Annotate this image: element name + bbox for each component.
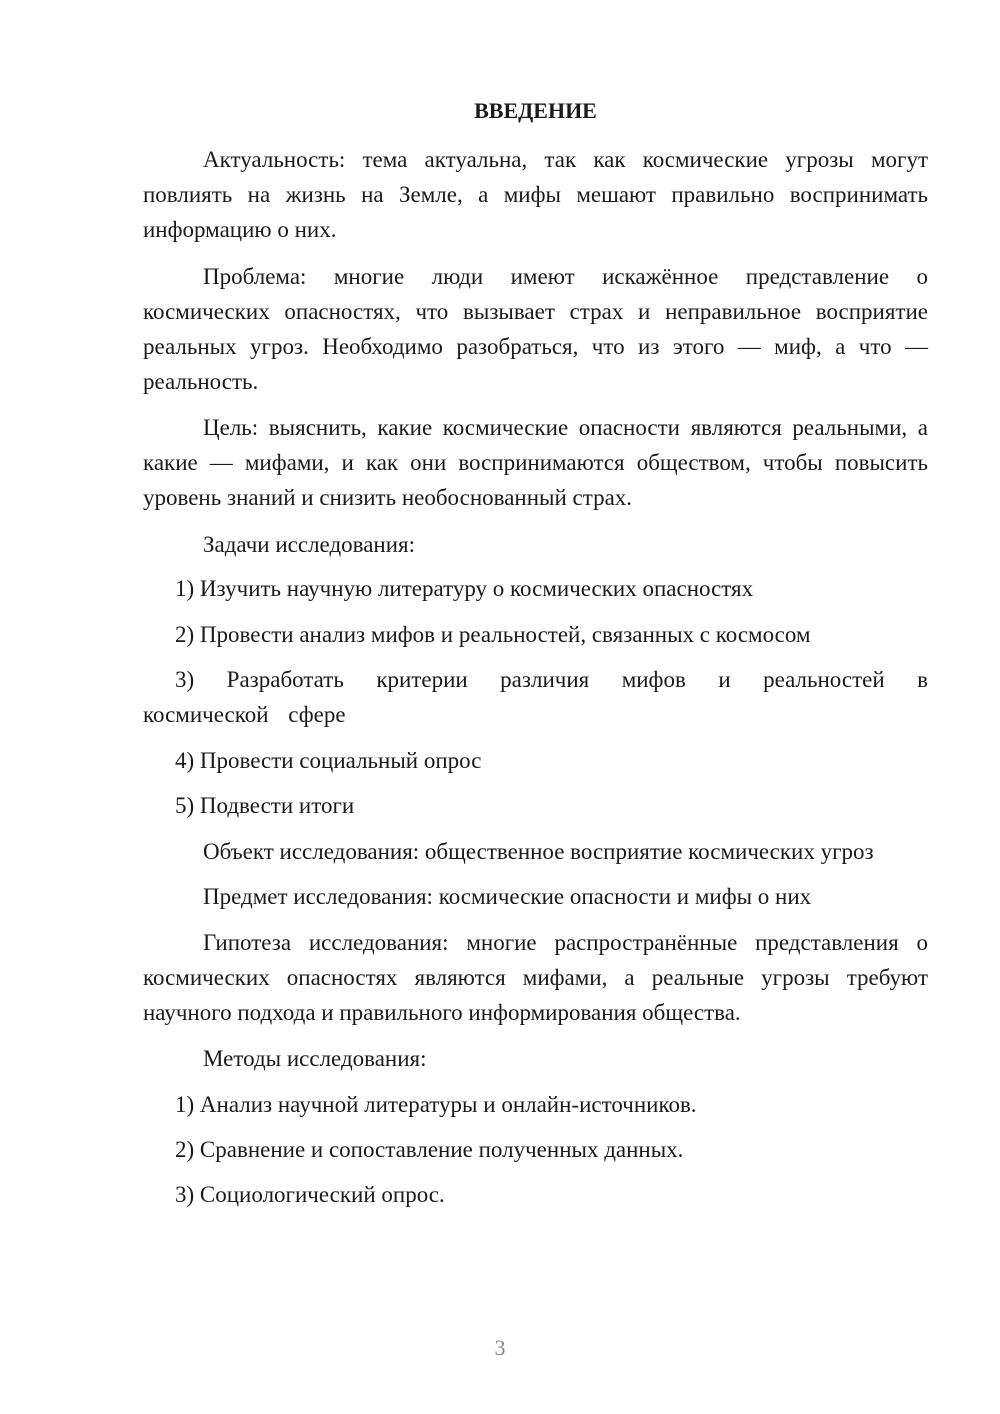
task-item-1: 1) Изучить научную литературу о космических опасностях xyxy=(175,576,754,601)
task-item-5: 5) Подвести итоги xyxy=(175,793,355,818)
task-item-2: 2) Провести анализ мифов и реальностей, связанных с космосом xyxy=(175,622,811,647)
task-item-3: 3) Разработать критерии различия мифов и реальностей в космической сфере xyxy=(143,667,928,727)
method-item-2: 2) Сравнение и сопоставление полученных данных. xyxy=(175,1137,684,1162)
page-title: ВВЕДЕНИЕ xyxy=(474,98,597,123)
method-item-1: 1) Анализ научной литературы и онлайн-источников. xyxy=(175,1092,697,1117)
methods-heading: Методы исследования: xyxy=(203,1046,427,1071)
method-item-3: 3) Социологический опрос. xyxy=(175,1182,445,1207)
paragraph-hypothesis: Гипотеза исследования: многие распространённые представления о космических опасностях являются мифами, а реальные угрозы требуют научного подхода и правильного информирования общества. xyxy=(143,930,928,1025)
paragraph-object: Объект исследования: общественное восприятие космических угроз xyxy=(203,839,874,864)
task-item-4: 4) Провести социальный опрос xyxy=(175,748,482,773)
paragraph-subject: Предмет исследования: космические опасности и мифы о них xyxy=(203,884,812,909)
paragraph-problem: Проблема: многие люди имеют искажённое представление о космических опасностях, что вызывает страх и неправильное восприятие реальных угроз. Необходимо разобраться, что из этого — миф, а что — реальность. xyxy=(143,264,928,394)
paragraph-relevance: Актуальность: тема актуальна, так как космические угрозы могут повлиять на жизнь на Земле, а мифы мешают правильно воспринимать информацию о них. xyxy=(143,147,928,242)
paragraph-goal: Цель: выяснить, какие космические опасности являются реальными, а какие — мифами, и как они воспринимаются обществом, чтобы повысить уровень знаний и снизить необоснованный страх. xyxy=(143,415,928,510)
tasks-heading: Задачи исследования: xyxy=(203,532,416,557)
page-number: 3 xyxy=(494,1335,506,1360)
